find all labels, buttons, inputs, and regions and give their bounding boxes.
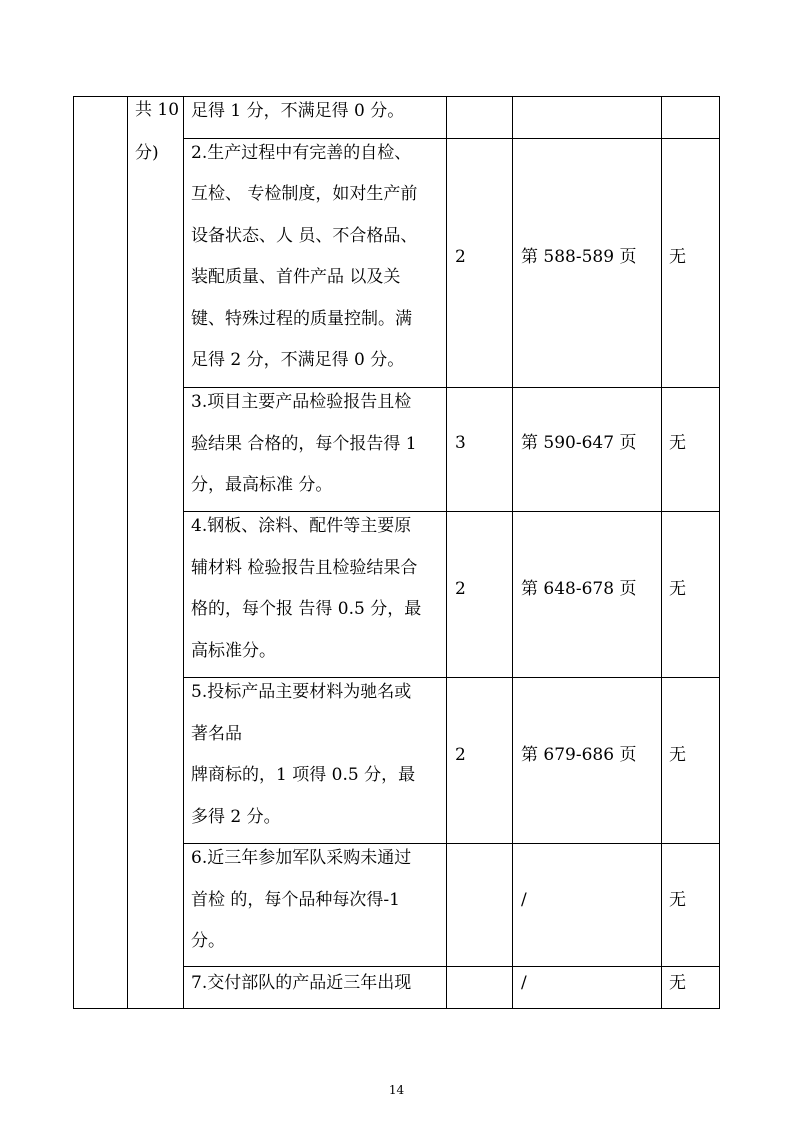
score-cell: 2 (455, 745, 466, 765)
criterion-line: 4.钢板、涂料、配件等主要原 (191, 516, 412, 536)
criterion-line: 辅材料 检验报告且检验结果合 (191, 558, 418, 578)
criterion-line: 5.投标产品主要材料为驰名或 (191, 682, 412, 702)
page-ref-cell: 第 588-589 页 (521, 247, 637, 267)
criterion-line: 互检、 专检制度，如对生产前 (191, 184, 418, 204)
page-ref-cell: / (521, 890, 527, 910)
criterion-line: 首检 的，每个品种每次得-1 (191, 890, 400, 910)
criterion-line: 高标准分。 (191, 641, 276, 661)
score-cell: 2 (455, 579, 466, 599)
remark-cell: 无 (669, 890, 686, 910)
criterion-line: 足得 1 分，不满足得 0 分。 (191, 101, 405, 121)
criterion-line: 设备状态、人 员、不合格品、 (191, 226, 418, 246)
criterion-line: 验结果 合格的，每个报告得 1 (191, 434, 417, 454)
group-label-line: 分) (135, 143, 159, 163)
remark-cell: 无 (669, 433, 686, 453)
page-ref-cell: 第 648-678 页 (521, 579, 637, 599)
group-label-line: 共 10 (135, 100, 180, 120)
criterion-line: 足得 2 分，不满足得 0 分。 (191, 350, 405, 370)
page-ref-cell: 第 590-647 页 (521, 433, 637, 453)
criterion-line: 装配质量、首件产品 以及关 (191, 267, 401, 287)
criterion-line: 3.项目主要产品检验报告且检 (191, 392, 412, 412)
page-number: 14 (388, 1083, 405, 1097)
criterion-line: 键、特殊过程的质量控制。满 (191, 309, 412, 329)
criterion-line: 7.交付部队的产品近三年出现 (191, 973, 412, 993)
criterion-line: 分。 (191, 931, 225, 951)
remark-cell: 无 (669, 247, 686, 267)
criterion-line: 牌商标的，1 项得 0.5 分，最 (191, 765, 416, 785)
criterion-line: 分，最高标准 分。 (191, 475, 333, 495)
criterion-line: 格的，每个报 告得 0.5 分，最 (191, 599, 422, 619)
remark-cell: 无 (669, 973, 686, 993)
criterion-line: 多得 2 分。 (191, 807, 281, 827)
score-cell: 2 (455, 247, 466, 267)
score-cell: 3 (455, 433, 466, 453)
criterion-line: 著名品 (191, 724, 242, 744)
criterion-line: 2.生产过程中有完善的自检、 (191, 143, 412, 163)
remark-cell: 无 (669, 745, 686, 765)
remark-cell: 无 (669, 579, 686, 599)
page-ref-cell: 第 679-686 页 (521, 745, 637, 765)
criterion-line: 6.近三年参加军队采购未通过 (191, 848, 412, 868)
page-ref-cell: / (521, 973, 527, 993)
